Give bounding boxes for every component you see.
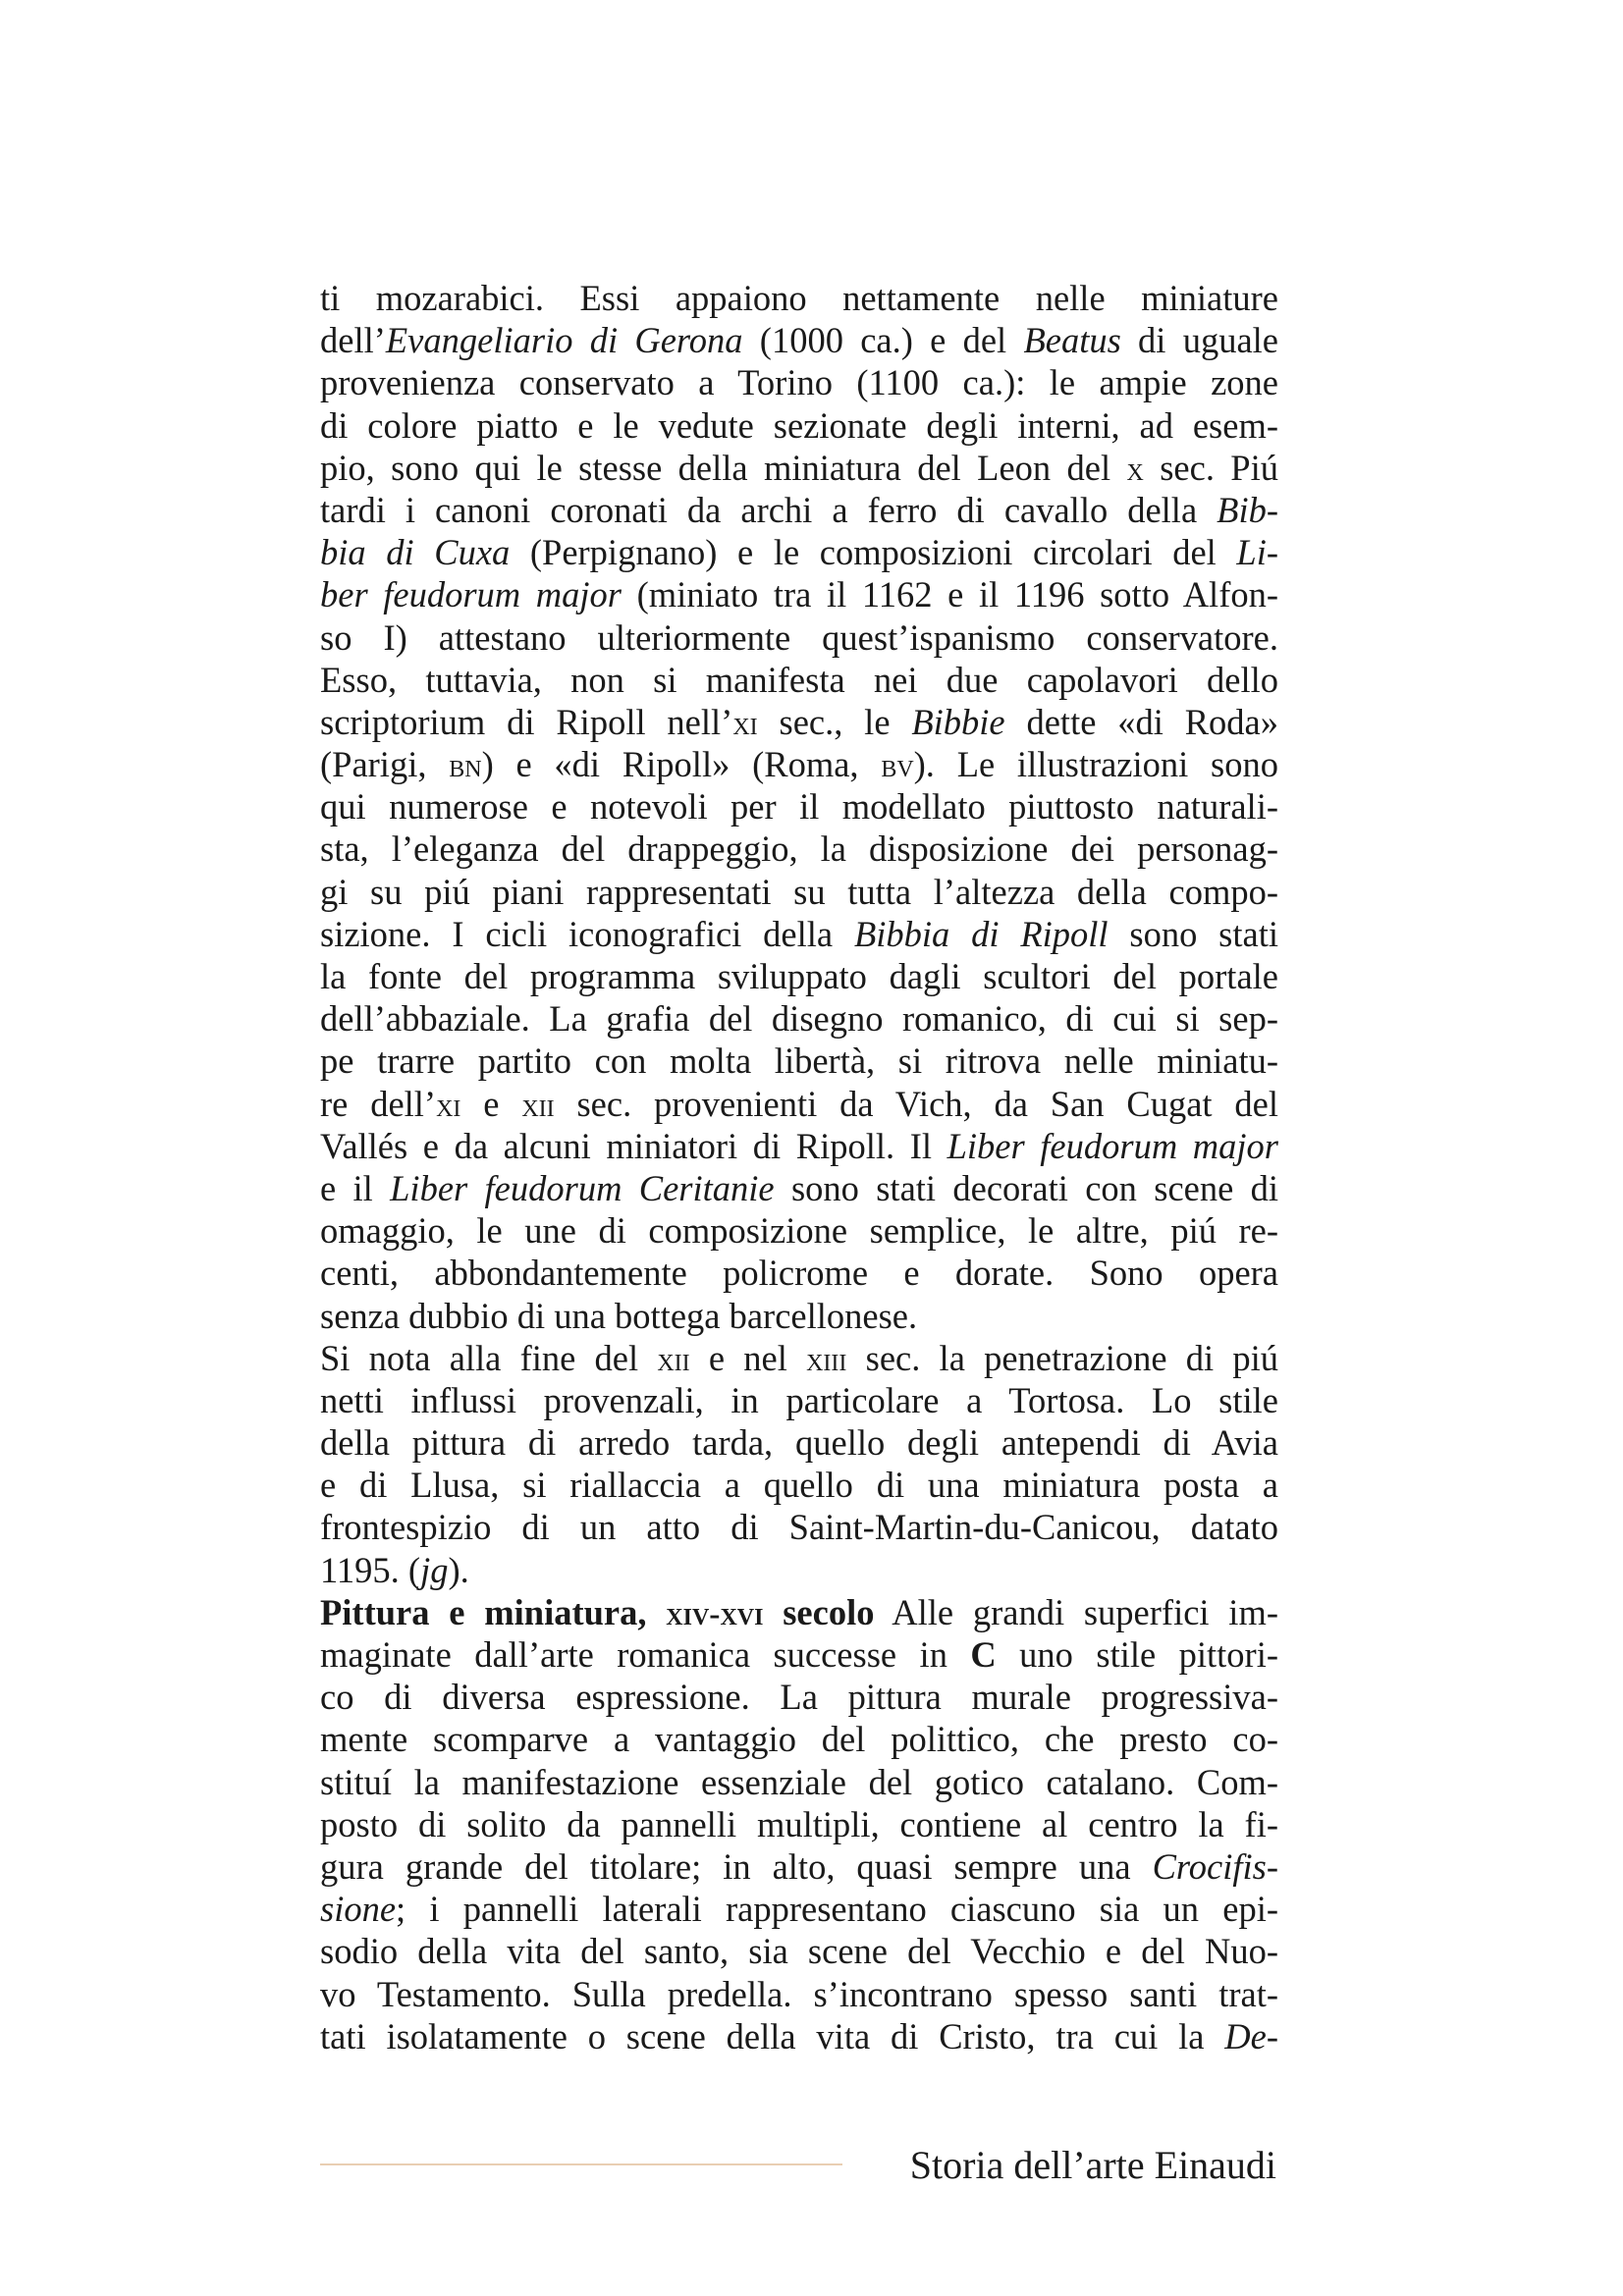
text-line	[320, 659, 1278, 701]
text-run: xiv-xvi	[666, 1595, 764, 1632]
text-run: omaggio, le une di composizione semplice, le altre, piú re-	[320, 1210, 1278, 1252]
text-run: ).	[448, 1549, 469, 1590]
text-run: xiii	[806, 1341, 847, 1378]
text-run: di colore piatto e le vedute sezionate degli interni, ad esem-	[320, 404, 1278, 446]
text-run: Beatus	[1023, 320, 1121, 361]
text-line	[320, 1125, 1278, 1167]
text-run: De-	[1224, 2015, 1278, 2056]
text-run: sec. provenienti da Vich, da San Cugat del	[554, 1083, 1278, 1124]
text-run: 1195. (	[320, 1549, 421, 1590]
text-line	[320, 2015, 1278, 2057]
text-run: dell’	[320, 320, 386, 361]
text-run: e di Llusa, si riallaccia a quello di una miniatura posta a	[320, 1465, 1278, 1506]
text-line	[320, 913, 1278, 955]
text-run: tati isolatamente o scene della vita di Cristo, tra cui la	[320, 2015, 1225, 2056]
text-line	[320, 785, 1278, 828]
text-line	[320, 1845, 1278, 1888]
text-line	[320, 277, 1278, 319]
text-line	[320, 1464, 1278, 1506]
text-run: sono stati decorati con scene di	[774, 1167, 1279, 1208]
text-run: pe trarre partito con molta libertà, si ritrova nelle miniatu-	[320, 1041, 1278, 1082]
text-run: xi	[436, 1087, 461, 1124]
text-run: sodio della vita del santo, sia scene del Vecchio e del Nuo-	[320, 1931, 1278, 1972]
text-line	[320, 531, 1278, 573]
text-run: sizione. I cicli iconografici della	[320, 913, 854, 954]
text-run: tardi i canoni coronati da archi a ferro di cavallo della	[320, 489, 1217, 530]
text-line	[320, 701, 1278, 743]
text-run: la fonte del programma sviluppato dagli scultori del portale	[320, 956, 1278, 996]
text-run: Si nota alla fine del	[320, 1337, 658, 1378]
text-line	[320, 828, 1278, 870]
text-run: Bibbie	[911, 701, 1005, 742]
text-line	[320, 1295, 1278, 1337]
text-run: ; i pannelli laterali rappresentano ciascuno sia un epi-	[396, 1889, 1278, 1930]
text-run: stituí la manifestazione essenziale del gotico catalano. Com-	[320, 1761, 1278, 1802]
text-run: uno stile pittori-	[996, 1634, 1279, 1675]
text-line	[320, 361, 1278, 403]
text-run: ). Le illustrazioni sono	[913, 744, 1278, 785]
text-line	[320, 616, 1278, 659]
text-line	[320, 1591, 1278, 1633]
text-run: Vallés e da alcuni miniatori di Ripoll. Il	[320, 1125, 947, 1166]
text-run: (Perpignano) e le composizioni circolari del	[510, 532, 1237, 573]
text-run: netti influssi provenzali, in particolare a Tortosa. Lo stile	[320, 1379, 1278, 1420]
text-run: bv	[881, 748, 914, 785]
text-run: mente scomparve a vantaggio del polittico, che presto co-	[320, 1719, 1278, 1760]
text-run: sec., le	[757, 701, 912, 742]
text-run: bia di Cuxa	[320, 532, 511, 573]
text-run: so I) attestano ulteriormente quest’ispanismo conservatore.	[320, 616, 1278, 658]
body-text	[320, 277, 1278, 2057]
text-run: scriptorium di Ripoll nell’	[320, 701, 733, 742]
text-run: (Parigi,	[320, 744, 450, 785]
text-run: ti mozarabici. Essi appaiono nettamente nelle miniature	[320, 278, 1278, 318]
text-line	[320, 1718, 1278, 1760]
text-line	[320, 1803, 1278, 1845]
text-line	[320, 1421, 1278, 1464]
text-line	[320, 1633, 1278, 1676]
text-run: xii	[521, 1087, 555, 1124]
text-run: Crocifis-	[1152, 1845, 1278, 1887]
text-run: gura grande del titolare; in alto, quasi sempre una	[320, 1845, 1153, 1887]
text-run: Liber feudorum Ceritanie	[390, 1167, 775, 1208]
text-run: Pittura e miniatura,	[320, 1591, 667, 1632]
text-run: Alle grandi superfici im-	[874, 1591, 1278, 1632]
text-run: dell’abbaziale. La grafia del disegno romanico, di cui si sep-	[320, 998, 1278, 1040]
text-run: Bibbia di Ripoll	[853, 913, 1109, 954]
text-run: xi	[732, 705, 758, 742]
text-line	[320, 1761, 1278, 1803]
text-run: Bib-	[1217, 489, 1278, 530]
text-line	[320, 489, 1278, 531]
text-line	[320, 997, 1278, 1040]
text-run: sione	[320, 1889, 397, 1930]
footer-title: Storia dell’arte Einaudi	[909, 2143, 1276, 2187]
text-line	[320, 743, 1278, 785]
text-run: qui numerose e notevoli per il modellato piuttosto naturali-	[320, 786, 1278, 828]
text-run: sec. Piú	[1143, 447, 1278, 488]
text-run: pio, sono qui le stesse della miniatura del Leon del	[320, 447, 1127, 488]
text-line	[320, 1506, 1278, 1548]
text-run: dette «di Roda»	[1004, 701, 1279, 742]
text-run: senza dubbio di una bottega barcellonese.	[320, 1295, 918, 1336]
text-run: xii	[657, 1341, 690, 1378]
text-run: vo Testamento. Sulla predella. s’incontrano spesso santi trat-	[320, 1973, 1278, 2014]
text-line	[320, 1549, 1278, 1591]
text-line	[320, 955, 1278, 997]
text-run: di uguale	[1120, 320, 1278, 361]
text-run: bn	[449, 748, 482, 785]
text-run: ber feudorum major	[320, 574, 622, 615]
text-run: Liber feudorum major	[947, 1125, 1278, 1166]
text-run: re dell’	[320, 1083, 437, 1124]
text-line	[320, 447, 1278, 489]
text-run: secolo	[763, 1591, 875, 1632]
text-run: Li-	[1236, 532, 1278, 573]
text-run: della pittura di arredo tarda, quello degli antependi di Avia	[320, 1422, 1278, 1464]
text-line	[320, 1676, 1278, 1718]
text-run: maginate dall’arte romanica successe in	[320, 1634, 971, 1675]
text-line	[320, 1930, 1278, 1972]
footer-rule	[320, 2163, 842, 2165]
text-run: provenienza conservato a Torino (1100 ca.): le ampie zone	[320, 362, 1278, 403]
text-run: centi, abbondantemente policrome e dorate. Sono opera	[320, 1253, 1278, 1294]
text-run: co di diversa espressione. La pittura murale progressiva-	[320, 1677, 1278, 1718]
text-run: C	[970, 1634, 997, 1675]
text-run: Evangeliario di Gerona	[385, 320, 743, 361]
text-run: sta, l’eleganza del drappeggio, la disposizione dei personag-	[320, 828, 1278, 870]
text-run: sono stati	[1108, 913, 1278, 954]
text-run: ) e «di Ripoll» (Roma,	[481, 744, 882, 785]
text-run: frontespizio di un atto di Saint-Martin-du-Canicou, datato	[320, 1507, 1278, 1548]
text-run: (miniato tra il 1162 e il 1196 sotto Alfon-	[622, 574, 1278, 615]
text-run: e il	[320, 1167, 391, 1208]
text-line	[320, 1973, 1278, 2015]
text-run: e nel	[689, 1337, 807, 1378]
text-line	[320, 1167, 1278, 1209]
text-run: Esso, tuttavia, non si manifesta nei due capolavori dello	[320, 659, 1278, 700]
text-line	[320, 1252, 1278, 1294]
text-line	[320, 871, 1278, 913]
text-line	[320, 573, 1278, 615]
text-line	[320, 1379, 1278, 1421]
text-line	[320, 1083, 1278, 1125]
text-line	[320, 404, 1278, 447]
text-run: jg	[420, 1549, 449, 1590]
text-run: posto di solito da pannelli multipli, contiene al centro la fi-	[320, 1803, 1278, 1844]
text-run: x	[1126, 451, 1144, 488]
text-run: gi su piú piani rappresentati su tutta l’altezza della compo-	[320, 871, 1278, 912]
text-line	[320, 1209, 1278, 1252]
text-run: e	[460, 1083, 522, 1124]
text-run: (1000 ca.) e del	[742, 320, 1024, 361]
text-line	[320, 1888, 1278, 1930]
text-line	[320, 1040, 1278, 1082]
text-line	[320, 1337, 1278, 1379]
text-run: sec. la penetrazione di piú	[846, 1337, 1278, 1378]
text-line	[320, 319, 1278, 361]
